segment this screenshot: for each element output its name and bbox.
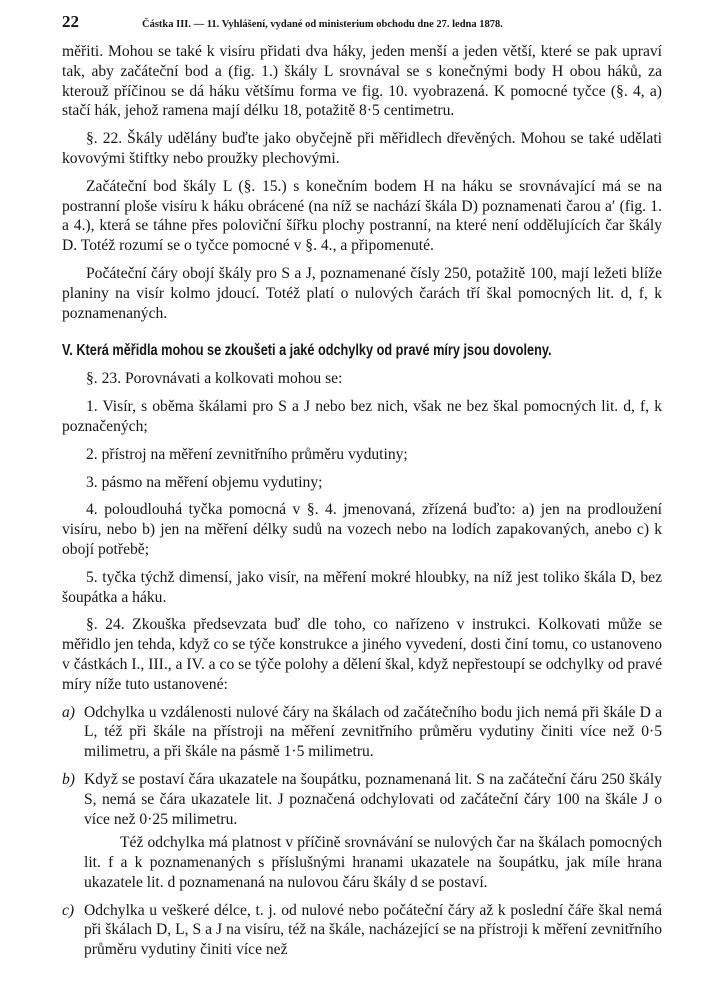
paragraph-section-22: §. 22. Škály udělány buďte jako obyčejně při měřidlech dřevěných. Mohou se také udělati kovovými štiftky nebo proužky plechovými. <box>62 130 662 167</box>
numbered-item-4: 4. poloudlouhá tyčka pomocná v §. 4. jmenovaná, zřízená buďto: a) jen na prodloužení visíru, nebo b) jen na měření délky sudů na vozech nebo na lodích zapakovaných, anebo c) k obojí potřebě; <box>62 501 662 558</box>
paragraph-start-lines: Počáteční čáry obojí škály pro S a J, poznamenané čísly 250, potažitě 100, mají ležeti blíže planiny na visír kolmo jdoucí. Totéž platí o nulových čarách tří škal pomocných lit. d, f, k poznamenaných. <box>62 264 662 322</box>
numbered-item-1: 1. Visír, s oběma škálami pro S a J nebo bez nich, však ne bez škal pomocných lit. d, f, k poznačených; <box>62 398 662 435</box>
paragraph-section-24: §. 24. Zkouška předsevzata buď dle toho, co nařízeno v instrukci. Kolkovati může se měřidlo jen tehda, když co se týče konstrukce a jiného vyvedení, dosti činí tomu, co ustanoveno v částkách I., III., a IV. a co se týče polohy a dělení škal, když nepřestoupí se odchylky od pravé míry níže tuto ustanovené: <box>62 616 662 693</box>
item-marker: b) <box>62 770 75 788</box>
numbered-item-2: 2. přístroj na měření zevnitřního průměru vydutiny; <box>86 445 408 463</box>
numbered-item-3: 3. pásmo na měření objemu vydutiny; <box>86 473 323 491</box>
body-text <box>62 42 662 960</box>
lettered-item-c <box>62 901 662 960</box>
lettered-item-b <box>62 770 662 829</box>
item-text: Odchylka u vzdálenosti nulové čáry na škálach od začátečního bodu jich nemá při škále D a L, též při škále na přístroji na měření zevnitřního průměru vydutiny činiti více než 0·5 milimetru, a při škále na pásmě 1·5 milimetru. <box>84 703 662 761</box>
item-marker: a) <box>62 703 75 721</box>
page-number: 22 <box>62 12 79 31</box>
paragraph-continued: měřiti. Mohou se také k visíru přidati dva háky, jeden menší a jeden větší, které se pak upraví tak, aby začáteční bod a (fig. 1.) škály L srovnával se s konečnými body H obou háků, za kterouž příčinou se dá háku většímu forma ve fig. 10. vyobrazená. K pomocné tyčce (§. 4, a) stačí hák, jehož ramena mají délku 18, potažitě 8·5 centimetru. <box>62 43 662 120</box>
section-heading: V. Která měřidla mohou se zkoušeti a jaké odchylky od pravé míry jsou dovoleny. <box>62 342 552 360</box>
item-text: Odchylka u veškeré délce, t. j. od nulové nebo počáteční čáry až k poslední čáře škal nemá při škálach D, L, S a J na visíru, též na škále, nacházející se na přístroji k měření zevnitřního průměru vydutiny činiti více než <box>84 901 662 959</box>
item-marker: c) <box>62 901 75 919</box>
running-head: Částka III. — 11. Vyhlášení, vydané od ministerium obchodu dne 27. ledna 1878. <box>142 19 503 30</box>
page-header <box>62 12 662 42</box>
paragraph-section-23: §. 23. Porovnávati a kolkovati mohou se: <box>86 370 343 388</box>
numbered-item-5: 5. tyčka týchž dimensí, jako visír, na měření mokré hloubky, na níž jest toliko škála D, bez šoupátka a háku. <box>62 568 662 606</box>
lettered-item-a <box>62 703 662 762</box>
item-text: Když se postaví čára ukazatele na šoupátku, poznamenaná lit. S na začáteční čáru 250 škály S, nemá se čára ukazatele lit. J poznačená odchylovati od začáteční čáry 100 na škále J o více než 0·25 milimetru. <box>84 770 662 828</box>
paragraph-start-point: Začáteční bod škály L (§. 15.) s konečním bodem H na háku se srovnávající má se na postranní ploše visíru k háku obrácené (na níž se nachází škála D) poznamenati čarou a′ (fig. 1. a 4.), která se táhne přes poloviční šířku plochy postranní, na které není oddělujících čar škály D. Totéž rozumí se o tyčce pomocné v §. 4., a připomenuté. <box>62 177 662 255</box>
item-b-subparagraph: Též odchylka má platnost v příčině srovnávání se nulových čar na škálach pomocných lit. f a k poznamenaných s příslušnými hranami ukazatele na šoupátku, jak míle hrana ukazatele lit. d poznamenaná na nulovou čáru škály d se postaví. <box>84 834 662 891</box>
